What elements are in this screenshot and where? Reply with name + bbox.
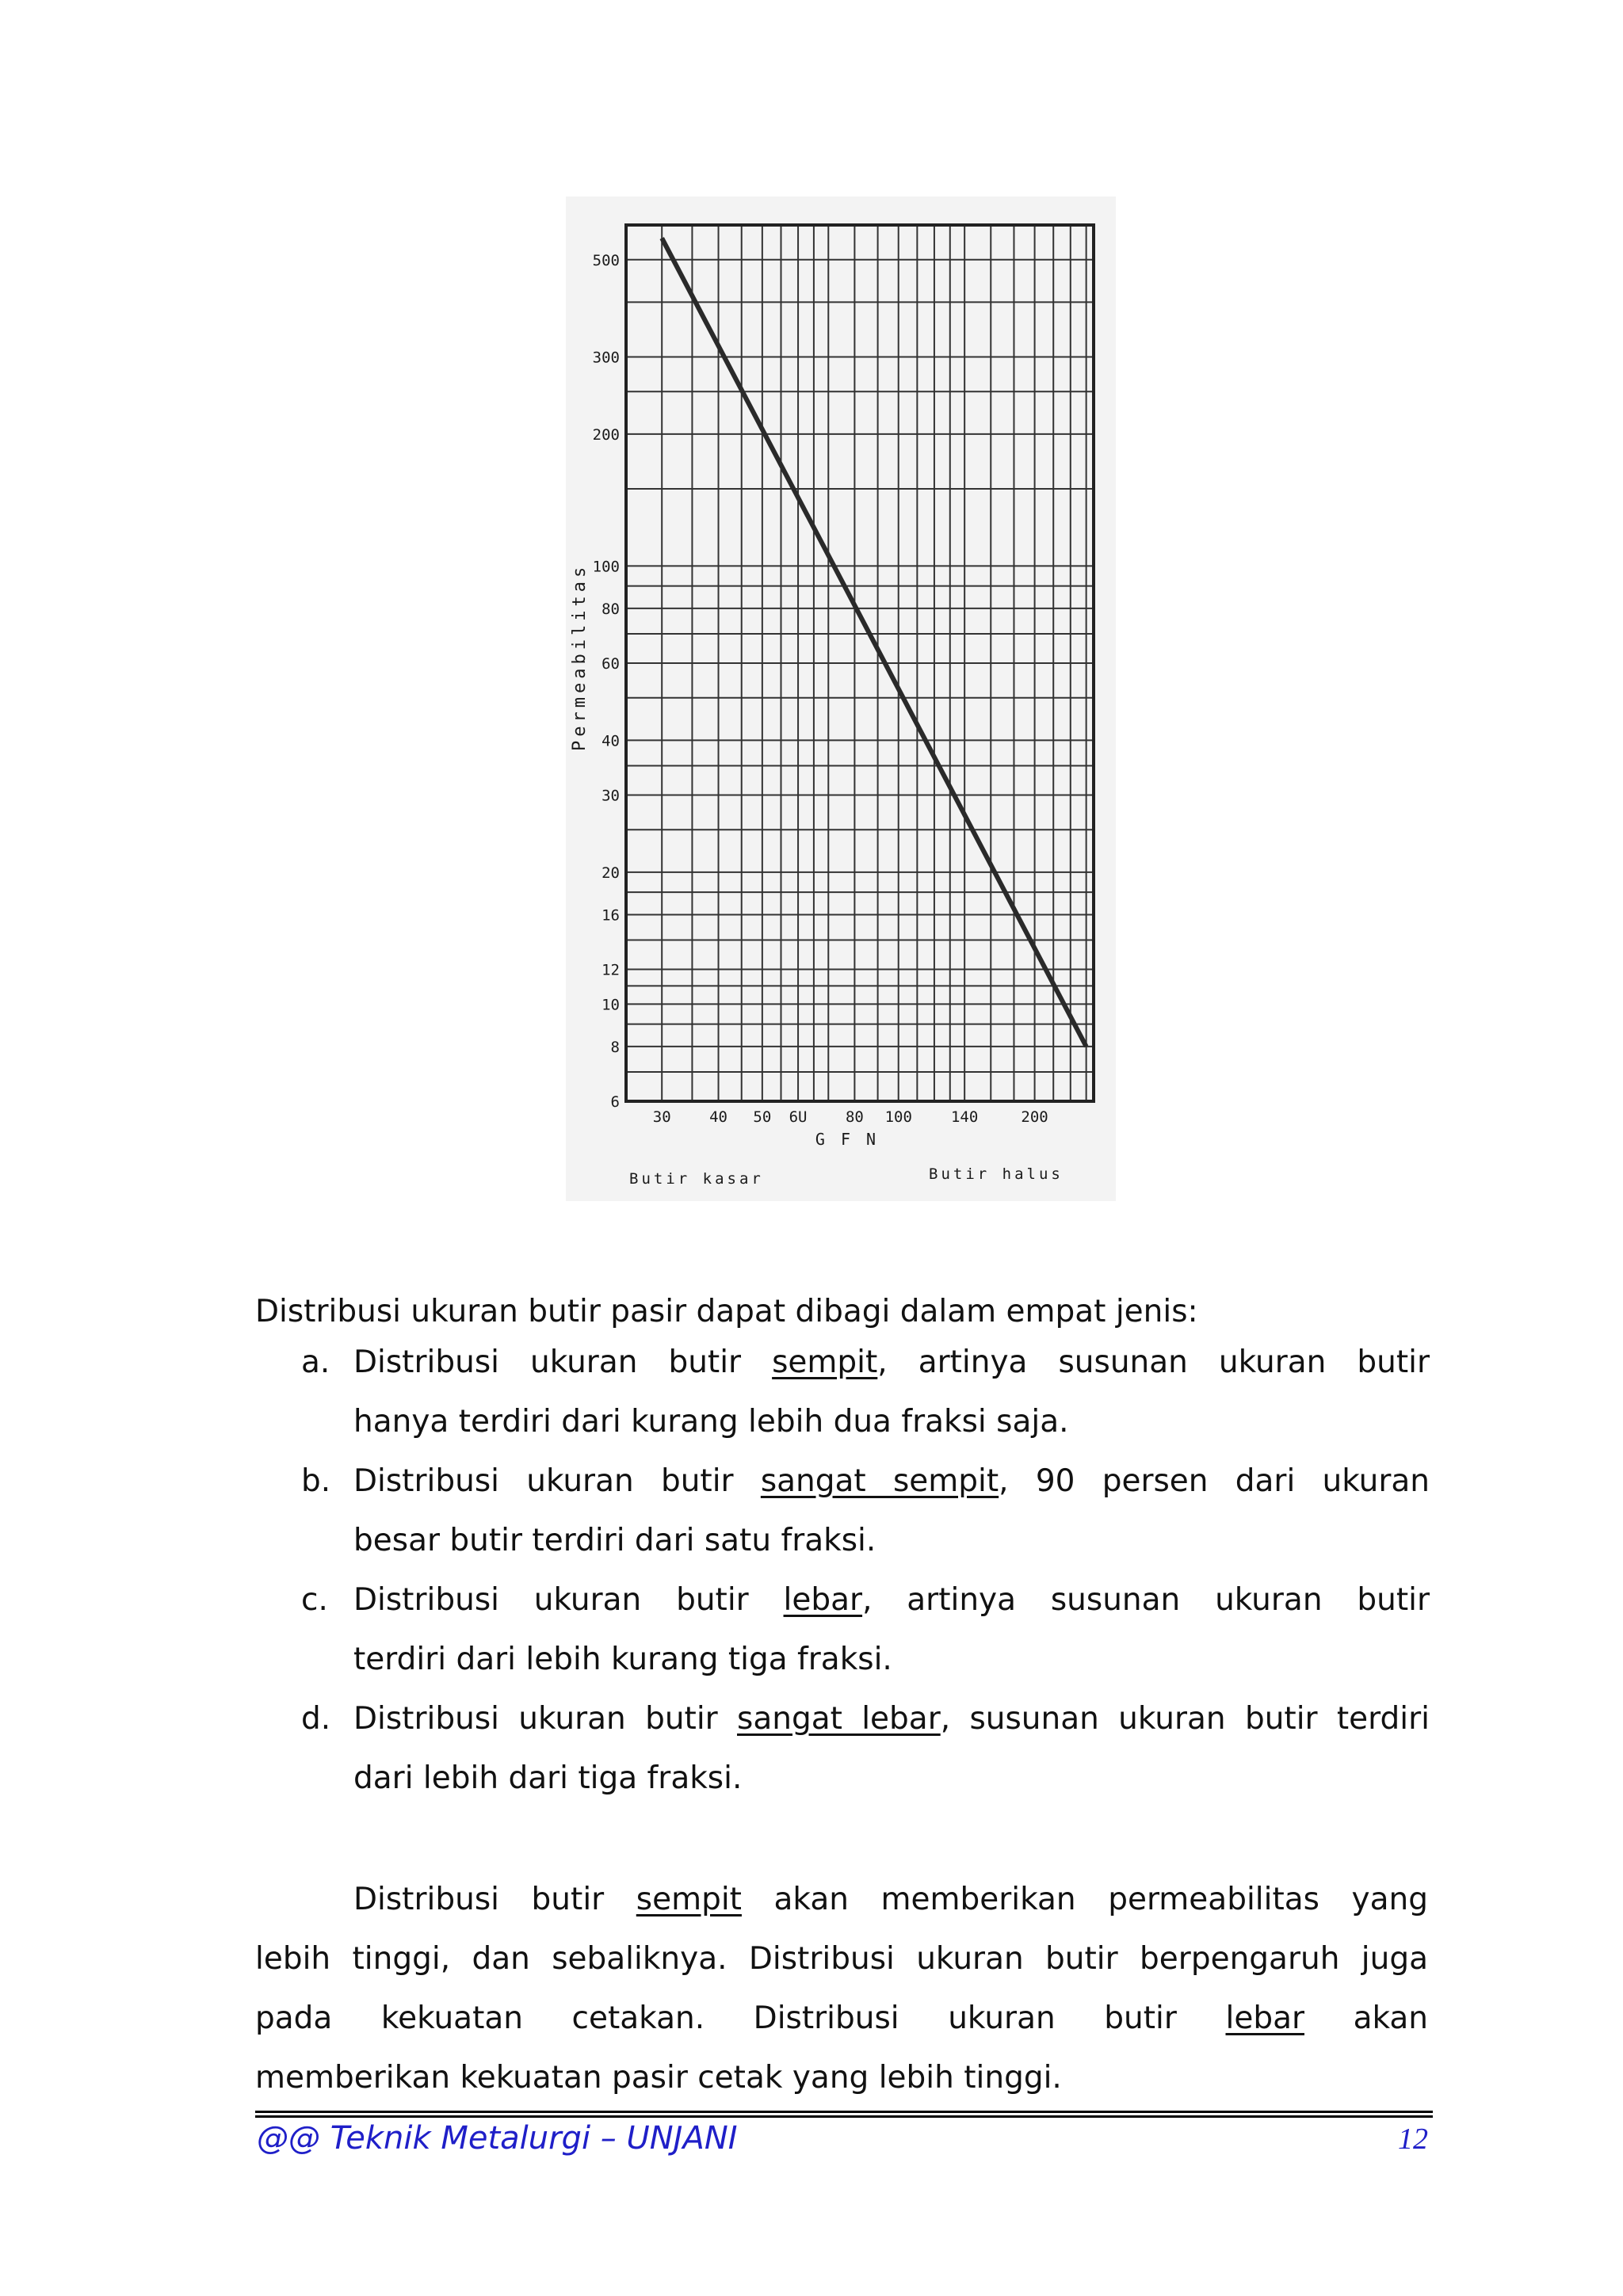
list-item <box>301 1451 1430 1570</box>
x-tick-label: 50 <box>753 1108 772 1126</box>
x-tick-label: 140 <box>950 1108 979 1126</box>
y-tick-label: 300 <box>592 349 620 367</box>
list-marker: c. <box>301 1582 328 1618</box>
item-text: besar butir terdiri dari satu fraksi. <box>353 1523 876 1558</box>
item-text: , artinya susunan ukuran butir <box>862 1582 1430 1618</box>
y-tick-label: 60 <box>601 655 620 673</box>
para-term: lebar <box>1225 2000 1305 2036</box>
y-tick-label: 12 <box>601 961 620 979</box>
y-tick-label: 10 <box>601 996 620 1014</box>
y-tick-label: 80 <box>601 600 620 618</box>
y-tick-label: 200 <box>592 425 620 444</box>
chart-canvas <box>566 196 1116 1201</box>
item-text: hanya terdiri dari kurang lebih dua fraksi saja. <box>353 1404 1069 1440</box>
y-axis-label: Permeabilitas <box>570 563 590 751</box>
footer-title: @@ Teknik Metalurgi – UNJANI <box>257 2120 738 2157</box>
x-axis-label: G F N <box>815 1130 880 1149</box>
y-tick-label: 30 <box>601 787 620 805</box>
x-tick-label: 80 <box>845 1108 864 1126</box>
paragraph-line: pada kekuatan cetakan. Distribusi ukuran butir lebar akan <box>255 2000 1429 2036</box>
list-item <box>301 1689 1430 1808</box>
left-caption: Butir kasar <box>629 1170 764 1188</box>
closing-paragraph <box>255 1870 1428 2107</box>
list-marker: d. <box>301 1701 331 1737</box>
item-text: , artinya susunan ukuran butir <box>877 1344 1430 1380</box>
distribution-list <box>301 1333 1430 1808</box>
y-tick-label: 16 <box>601 906 620 925</box>
footer-rule-bottom <box>255 2115 1433 2118</box>
y-tick-label: 100 <box>592 558 620 576</box>
series-line <box>662 238 1086 1047</box>
item-text: , 90 persen dari ukuran <box>999 1463 1430 1499</box>
y-tick-label: 500 <box>592 251 620 269</box>
page-number: 12 <box>1398 2122 1428 2156</box>
right-caption: Butir halus <box>929 1165 1064 1183</box>
item-text: , susunan ukuran butir terdiri <box>940 1701 1430 1737</box>
y-tick-labels <box>593 252 620 1111</box>
list-item <box>301 1570 1430 1689</box>
item-term: sangat sempit <box>760 1463 999 1499</box>
list-marker: b. <box>301 1463 331 1499</box>
item-text: terdiri dari lebih kurang tiga fraksi. <box>353 1642 892 1677</box>
list-item <box>301 1333 1430 1451</box>
x-tick-label: 6U <box>789 1108 808 1126</box>
x-tick-label: 40 <box>709 1108 727 1126</box>
x-tick-labels <box>653 1108 1048 1126</box>
y-tick-label: 40 <box>601 732 620 750</box>
paragraph-line: lebih tinggi, dan sebaliknya. Distribusi ukuran butir berpengaruh juga <box>255 1941 1428 1977</box>
chart-series <box>662 238 1086 1047</box>
item-text: Distribusi ukuran butir <box>353 1582 784 1618</box>
item-term: lebar <box>783 1582 863 1618</box>
x-tick-label: 100 <box>884 1108 912 1126</box>
item-text: Distribusi ukuran butir <box>353 1463 761 1499</box>
item-term: sangat lebar <box>737 1701 941 1737</box>
item-text: Distribusi ukuran butir <box>353 1344 773 1380</box>
para-term: sempit <box>636 1882 742 1917</box>
paragraph-line: memberikan kekuatan pasir cetak yang lebih tinggi. <box>255 2060 1062 2096</box>
y-tick-label: 6 <box>610 1093 620 1111</box>
y-tick-label: 8 <box>610 1038 620 1056</box>
footer-rule-top <box>255 2111 1433 2113</box>
intro-sentence: Distribusi ukuran butir pasir dapat dibagi dalam empat jenis: <box>255 1294 1198 1329</box>
chart-grid <box>626 225 1094 1101</box>
permeability-gfn-chart <box>566 196 1116 1201</box>
paragraph-line: Distribusi butir sempit akan memberikan permeabilitas yang <box>353 1882 1428 1917</box>
item-text: dari lebih dari tiga fraksi. <box>353 1760 743 1796</box>
y-tick-label: 20 <box>601 864 620 882</box>
x-tick-label: 30 <box>652 1108 671 1126</box>
x-tick-label: 200 <box>1021 1108 1048 1126</box>
item-term: sempit <box>772 1344 878 1380</box>
list-marker: a. <box>301 1344 330 1380</box>
item-text: Distribusi ukuran butir <box>353 1701 738 1737</box>
